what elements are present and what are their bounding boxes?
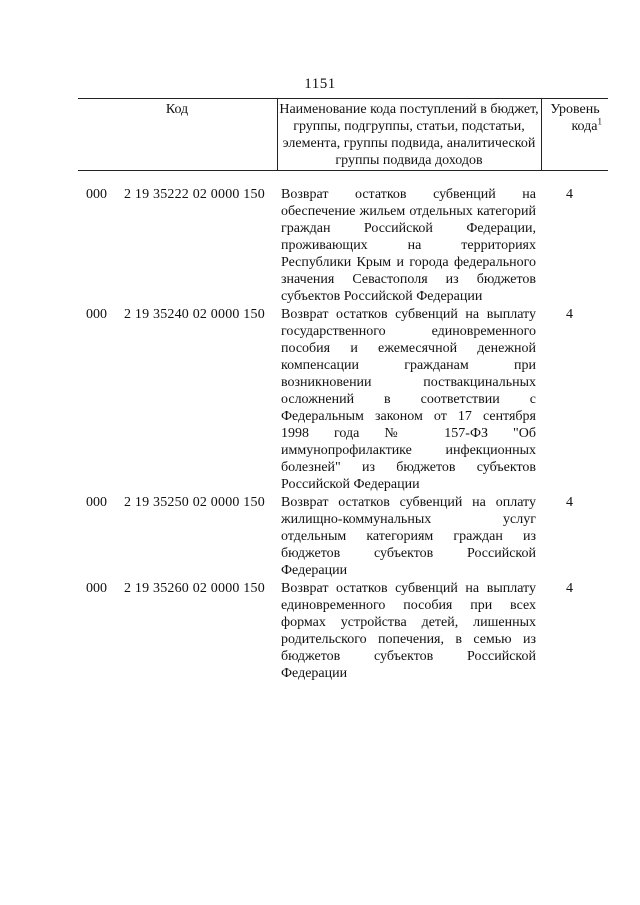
table-row xyxy=(0,580,640,682)
income-code: 2 19 35240 02 0000 150 xyxy=(124,307,265,322)
header-level-word: кода xyxy=(571,119,598,134)
income-code: 2 19 35250 02 0000 150 xyxy=(124,495,265,510)
header-code: Код xyxy=(165,102,189,117)
income-code: 2 19 35222 02 0000 150 xyxy=(124,187,265,202)
income-code: 2 19 35260 02 0000 150 xyxy=(124,581,265,596)
row-description: Возврат остатков субвенций на оплату жилищно-коммунальных услуг отдельным категориям граждан из бюджетов субъектов Российской Федерации xyxy=(281,495,536,578)
page-number: 1151 xyxy=(304,76,336,92)
admin-code: 000 xyxy=(86,581,107,596)
table-header xyxy=(78,98,608,171)
footnote-marker: 1 xyxy=(597,116,602,127)
admin-code: 000 xyxy=(86,495,107,510)
admin-code: 000 xyxy=(86,307,107,322)
table-row xyxy=(0,186,640,305)
row-description: Возврат остатков субвенций на обеспечение жильем отдельных категорий граждан Российской Федерации, проживающих на территориях Республики Крым и города федерального значения Севастополя из бюджетов субъектов Российской Федерации xyxy=(281,187,536,304)
header-name: Наименование кода поступлений в бюджет, группы, подгруппы, статьи, подстатьи, элемента, группы подвида, аналитической группы подвида доходов xyxy=(279,102,539,168)
header-level xyxy=(542,101,608,135)
row-description: Возврат остатков субвенций на выплату единовременного пособия при всех формах устройства детей, лишенных родительского попечения, в семью из бюджетов субъектов Российской Федерации xyxy=(281,581,536,681)
row-level: 4 xyxy=(566,187,573,202)
header-level-line2 xyxy=(542,118,608,135)
row-level: 4 xyxy=(566,307,573,322)
row-level: 4 xyxy=(566,495,573,510)
admin-code: 000 xyxy=(86,187,107,202)
header-level-line1: Уровень xyxy=(550,102,600,117)
table-body xyxy=(0,186,640,682)
table-row xyxy=(0,306,640,493)
row-level: 4 xyxy=(566,581,573,596)
row-description: Возврат остатков субвенций на выплату государственного единовременного пособия и ежемесячной денежной компенсации гражданам при возникновении поствакцинальных осложнений в соответствии с Федеральным законом от 17 сентября 1998 года № 157-ФЗ "Об иммунопрофилактике инфекционных болезней" из бюджетов субъектов Российской Федерации xyxy=(281,307,536,492)
table-row xyxy=(0,494,640,579)
